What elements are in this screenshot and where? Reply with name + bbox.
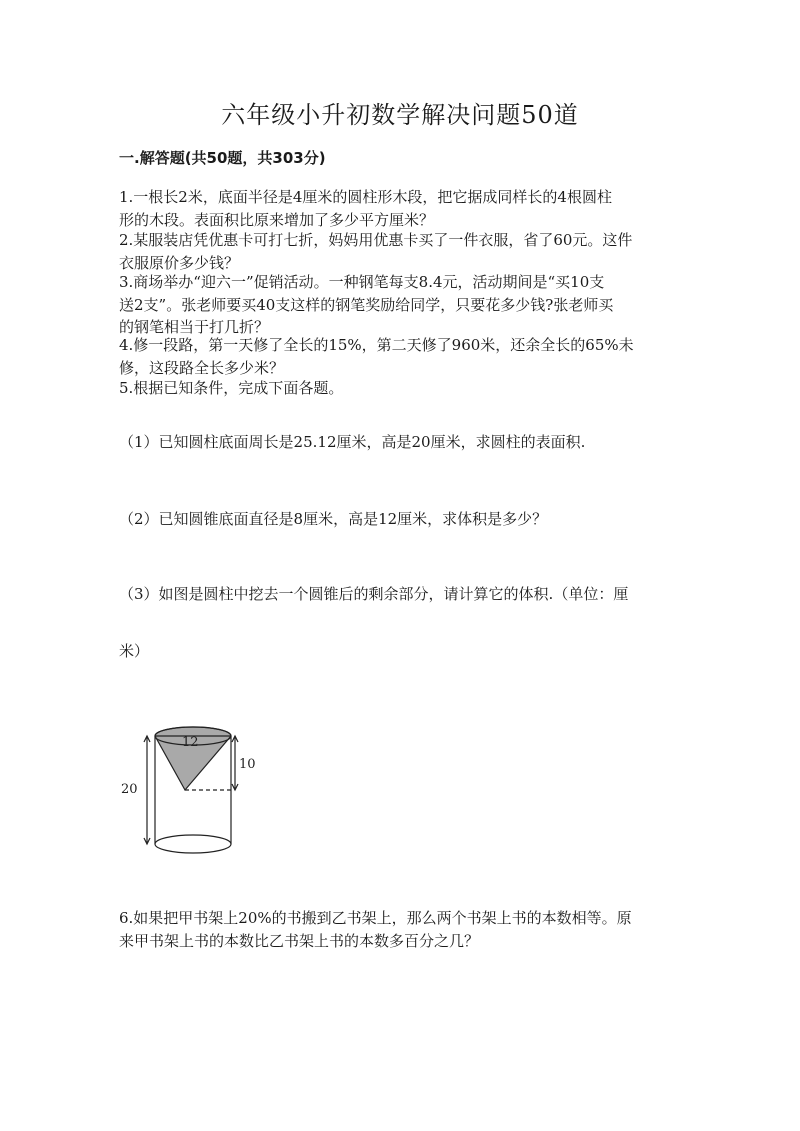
question-6-line-1: 6.如果把甲书架上20%的书搬到乙书架上，那么两个书架上书的本数相等。原 (119, 909, 632, 927)
sub-question-1: （1）已知圆柱底面周长是25.12厘米，高是20厘米，求圆柱的表面积. (119, 433, 586, 451)
question-6-line-2: 来甲书架上书的本数比乙书架上书的本数多百分之几？ (119, 931, 480, 950)
question-1 (119, 186, 679, 231)
diameter-label: 12 (182, 735, 199, 750)
cylinder-cone-figure (118, 718, 278, 868)
question-4 (119, 334, 679, 379)
page-title: 六年级小升初数学解决问题50道 (221, 101, 579, 129)
question-2 (119, 229, 679, 274)
question-1-line-2: 形的木段。表面积比原来增加了多少平方厘米？ (119, 210, 435, 229)
question-2-line-1: 2.某服装店凭优惠卡可打七折，妈妈用优惠卡买了一件衣服，省了60元。这件 (119, 231, 633, 249)
question-6 (119, 907, 679, 952)
question-1-line-1: 1.一根长2米，底面半径是4厘米的圆柱形木段，把它据成同样长的4根圆柱 (119, 188, 612, 206)
question-3-line-2: 送2支”。张老师要买40支这样的钢笔奖励给同学，只要花多少钱?张老师买 (119, 295, 614, 314)
question-4-line-1: 4.修一段路，第一天修了全长的15%，第二天修了960米，还余全长的65%未 (119, 336, 634, 354)
question-3-line-3: 的钢笔相当于打几折？ (119, 318, 270, 336)
question-2-line-2: 衣服原价多少钱？ (119, 253, 240, 272)
question-4-line-2: 修，这段路全长多少米？ (119, 358, 285, 377)
section-heading: 一.解答题(共50题，共303分) (119, 149, 326, 167)
question-5-line-1: 5.根据已知条件，完成下面各题。 (119, 379, 344, 397)
cylinder-bottom-ellipse (155, 835, 231, 853)
sub-question-3-line-1: （3）如图是圆柱中挖去一个圆锥后的剩余部分，请计算它的体积.（单位：厘 (119, 585, 629, 603)
question-5 (119, 377, 679, 400)
sub-question-2: （2）已知圆锥底面直径是8厘米，高是12厘米，求体积是多少？ (119, 510, 548, 528)
cylinder-height-label: 20 (121, 782, 138, 797)
cone-height-label: 10 (239, 757, 256, 772)
question-3 (119, 271, 679, 339)
question-3-line-1: 3.商场举办“迎六一”促销活动。一种钢笔每支8.4元，活动期间是“买10支 (119, 273, 605, 291)
sub-question-3-line-2: 米） (119, 642, 150, 660)
